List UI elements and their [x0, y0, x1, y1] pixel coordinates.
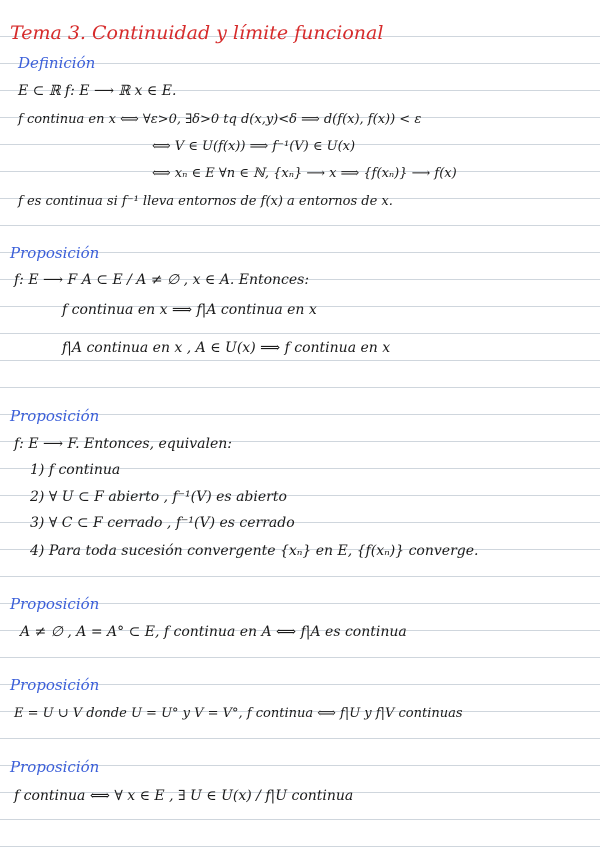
definition-line-4: ⟺ xₙ ∈ E ∀n ∈ ℕ, {xₙ} ⟶ x ⟹ {f(xₙ)} ⟶ f(x)	[152, 166, 457, 181]
proposition-2-line-1: f: E ⟶ F. Entonces, equivalen:	[14, 436, 232, 452]
section-heading-proposicion-1: Proposición	[10, 244, 100, 262]
proposition-1-line-3: f|A continua en x , A ∈ U(x) ⟹ f continua en x	[62, 340, 391, 356]
section-heading-proposicion-3: Proposición	[10, 595, 100, 613]
proposition-2-item-1: 1) f continua	[30, 462, 121, 478]
definition-line-5: f es continua si f⁻¹ lleva entornos de f(x) a entornos de x.	[18, 194, 393, 209]
proposition-3-line-1: A ≠ ∅ , A = A° ⊂ E, f continua en A ⟺ f|A es continua	[20, 624, 407, 640]
proposition-2-item-3: 3) ∀ C ⊂ F cerrado , f⁻¹(V) es cerrado	[30, 515, 295, 531]
proposition-1-line-2: f continua en x ⟹ f|A continua en x	[62, 302, 317, 318]
definition-line-2: f continua en x ⟺ ∀ε>0, ∃δ>0 tq d(x,y)<δ ⟹ d(f(x), f(x)) < ε	[18, 112, 422, 127]
section-heading-proposicion-2: Proposición	[10, 407, 100, 425]
proposition-2-item-2: 2) ∀ U ⊂ F abierto , f⁻¹(V) es abierto	[30, 489, 287, 505]
section-heading-proposicion-5: Proposición	[10, 758, 100, 776]
section-heading-definicion: Definición	[18, 54, 96, 72]
definition-line-3: ⟺ V ∈ U(f(x)) ⟹ f⁻¹(V) ∈ U(x)	[152, 139, 356, 154]
proposition-5-line-1: f continua ⟺ ∀ x ∈ E , ∃ U ∈ U(x) / f|U continua	[14, 788, 354, 804]
proposition-2-item-4: 4) Para toda sucesión convergente {xₙ} en E, {f(xₙ)} converge.	[30, 543, 479, 559]
section-heading-proposicion-4: Proposición	[10, 676, 100, 694]
proposition-4-line-1: E = U ∪ V donde U = U° y V = V°, f continua ⟺ f|U y f|V continuas	[14, 706, 463, 721]
proposition-1-line-1: f: E ⟶ F A ⊂ E / A ≠ ∅ , x ∈ A. Entonces:	[14, 272, 310, 288]
page-title: Tema 3. Continuidad y límite funcional	[10, 22, 384, 44]
definition-line-1: E ⊂ ℝ f: E ⟶ ℝ x ∈ E.	[18, 83, 177, 99]
